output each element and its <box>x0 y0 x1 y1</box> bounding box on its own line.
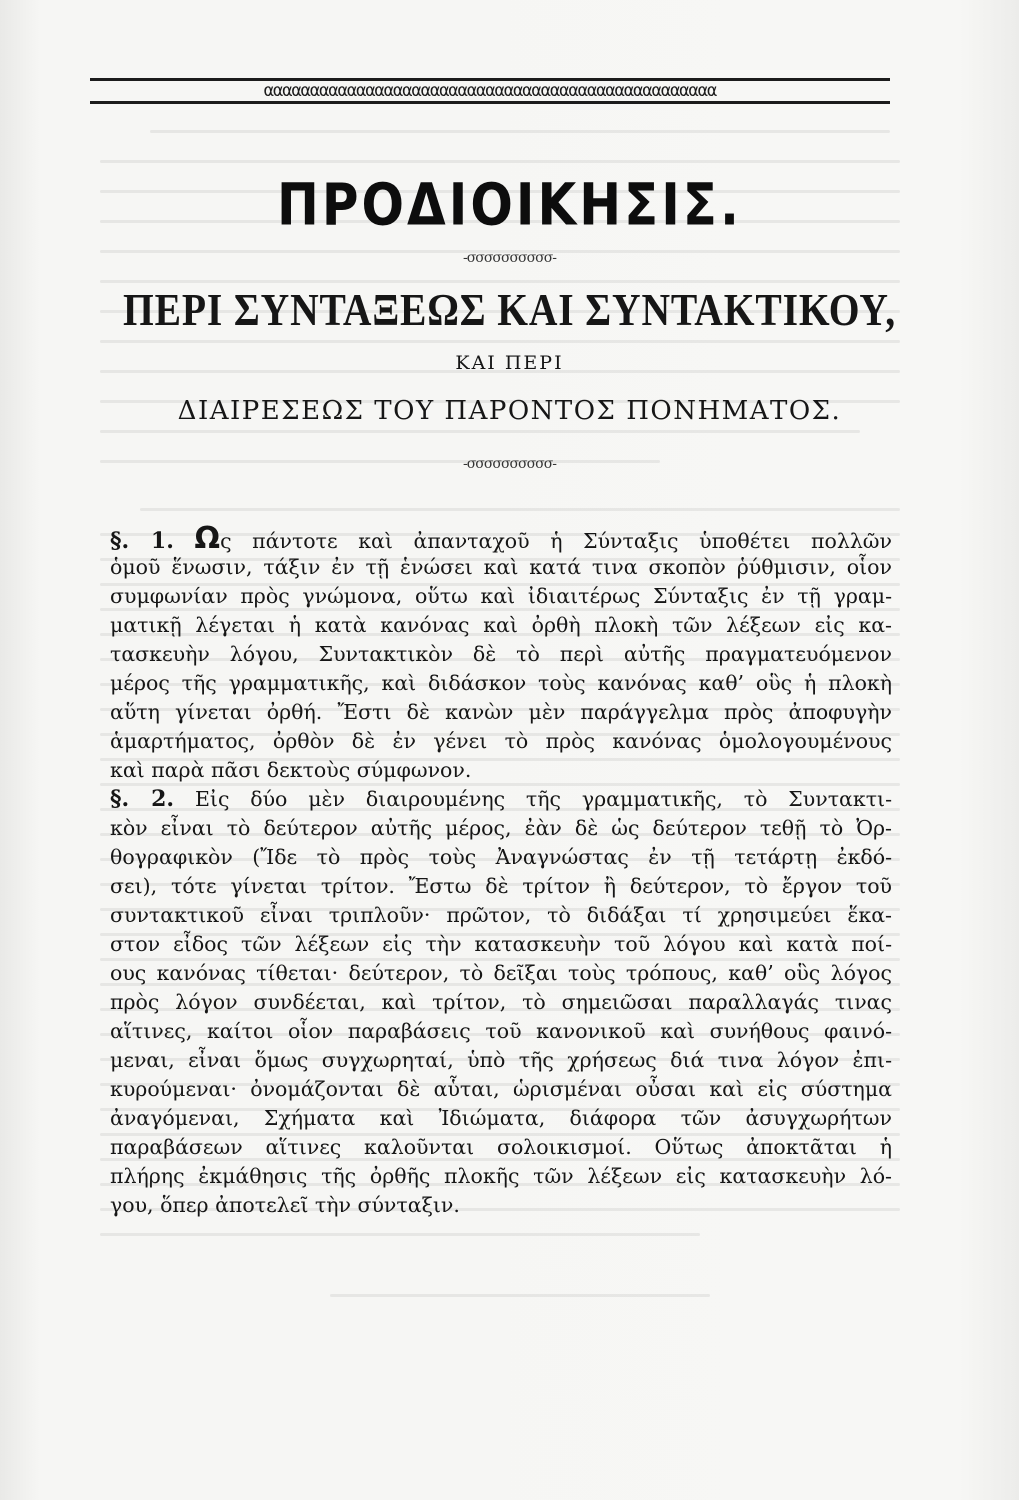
text-line: σει), τότε γίνεται τρίτον. Ἔστω δὲ τρίτον ἢ δεύτερον, τὸ ἔργον τοῦ <box>110 874 892 898</box>
text-line: στον εἶδος τῶν λέξεων εἰς τὴν κατασκευὴν τοῦ λόγου καὶ κατὰ ποί- <box>110 932 892 956</box>
drop-cap: Ω <box>194 521 221 556</box>
text-line: ους κανόνας τίθεται· δεύτερον, τὸ δεῖξαι τοὺς τρόπους, καθ’ οὓς λόγος <box>110 961 892 985</box>
text-line: παραβάσεων αἵτινες καλοῦνται σολοικισμοί. Οὕτως ἀποκτᾶται ἡ <box>110 1135 892 1159</box>
text-line: συντακτικοῦ εἶναι τριπλοῦν· πρῶτον, τὸ διδάξαι τί χρησιμεύει ἕκα- <box>110 903 892 927</box>
text-line: ματικῇ λέγεται ἡ κατὰ κανόνας καὶ ὀρθὴ πλοκὴ τῶν λέξεων εἰς κα- <box>110 613 892 637</box>
text-line: θογραφικὸν (Ἴδε τὸ πρὸς τοὺς Ἀναγνώστας ἐν τῇ τετάρτῃ ἐκδό- <box>110 845 892 869</box>
page-title: ΠΡΟΔΙΟΙΚΗΣΙΣ. <box>277 171 742 239</box>
text-line: μεναι, εἶναι ὅμως συγχωρηταί, ὑπὸ τῆς χρήσεως διά τινα λόγον ἐπι- <box>110 1048 892 1072</box>
text-line: ς πάντοτε καὶ ἀπανταχοῦ ἡ Σύνταξις ὑποθέτει πολλῶν <box>220 529 892 553</box>
paragraph-1-first-line <box>110 521 892 556</box>
text-line: κυρούμεναι· ὀνομάζονται δὲ αὗται, ὡρισμέναι οὖσαι καὶ εἰς σύστημα <box>110 1077 892 1101</box>
paragraph-2-first-line <box>110 785 892 814</box>
text-line: καὶ παρὰ πᾶσι δεκτοὺς σύμφωνον. <box>110 758 472 782</box>
section-subheading-title: ΔΙΑΙΡΕΣΕΩΣ ΤΟΥ ΠΑΡΟΝΤΟΣ ΠΟΝΗΜΑΤΟΣ. <box>177 396 842 426</box>
ornamental-divider: -σσσσσσσσσσ- <box>462 250 557 266</box>
text-line: συμφωνίαν πρὸς γνώμονα, οὕτω καὶ ἰδιαιτέρως Σύνταξις ἐν τῇ γραμ- <box>110 584 892 608</box>
section-subheading: ΚΑΙ ΠΕΡΙ <box>455 352 564 374</box>
text-line: ἁμαρτήματος, ὀρθὸν δὲ ἐν γένει τὸ πρὸς κανόνας ὁμολογουμένους <box>110 729 892 753</box>
section-heading: ΠΕΡΙ ΣΥΝΤΑΞΕΩΣ ΚΑΙ ΣΥΝΤΑΚΤΙΚΟΥ, <box>123 284 896 335</box>
text-line: γου, ὅπερ ἀποτελεῖ τὴν σύνταξιν. <box>110 1193 460 1217</box>
text-line: Εἰς δύο μὲν διαιρουμένης τῆς γραμματικῆς, τὸ Συντακτι- <box>194 787 892 811</box>
body-text <box>110 521 892 1220</box>
paragraph-number: §. 1. <box>110 528 174 554</box>
ornamental-border: ααααααααααααααααααααααααααααααααααααααααααααααααα <box>90 78 890 104</box>
text-line: αἵτινες, καίτοι οἷον παραβάσεις τοῦ κανονικοῦ καὶ συνήθους φαινό- <box>110 1019 892 1043</box>
text-line: μέρος τῆς γραμματικῆς, καὶ διδάσκον τοὺς κανόνας καθ’ οὓς ἡ πλοκὴ <box>110 671 892 695</box>
text-line: ἀναγόμεναι, Σχήματα καὶ Ἰδιώματα, διάφορα τῶν ἀσυγχωρήτων <box>110 1106 892 1130</box>
text-line: τασκευὴν λόγου, Συντακτικὸν δὲ τὸ περὶ αὐτῆς πραγματευόμενον <box>110 642 892 666</box>
text-line: αὕτη γίνεται ὀρθή. Ἔστι δὲ κανὼν μὲν παράγγελμα πρὸς ἀποφυγὴν <box>110 700 892 724</box>
ornamental-divider: -σσσσσσσσσσ- <box>462 456 557 472</box>
text-line: ὁμοῦ ἕνωσιν, τάξιν ἐν τῇ ἑνώσει καὶ κατά τινα σκοπὸν ῥύθμισιν, οἷον <box>110 555 892 579</box>
text-line: πλήρης ἐκμάθησις τῆς ὀρθῆς πλοκῆς τῶν λέξεων εἰς κατασκευὴν λό- <box>110 1164 892 1188</box>
text-line: κὸν εἶναι τὸ δεύτερον αὐτῆς μέρος, ἐὰν δὲ ὡς δεύτερον τεθῇ τὸ Ὀρ- <box>110 816 892 840</box>
paragraph-number: §. 2. <box>110 786 175 812</box>
text-line: πρὸς λόγον συνδέεται, καὶ τρίτον, τὸ σημειῶσαι παραλλαγάς τινας <box>110 990 892 1014</box>
